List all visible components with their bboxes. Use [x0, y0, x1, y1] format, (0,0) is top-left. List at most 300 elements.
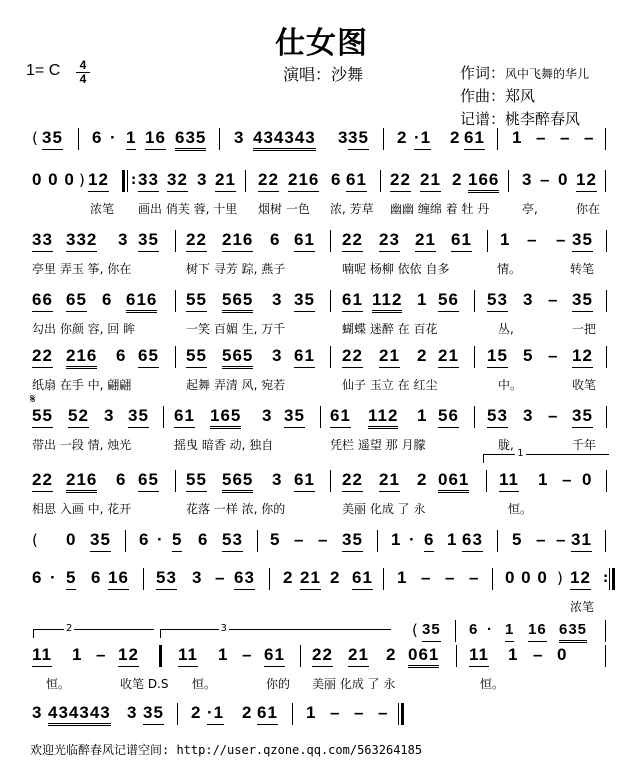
note-group: 3 [118, 230, 129, 249]
lyric-text: 你的 [266, 677, 291, 691]
note-group: 1 [447, 530, 458, 549]
note-group: 12 [572, 346, 593, 368]
note-group: 6 [424, 530, 434, 552]
score-row [0, 230, 643, 276]
note-group: 65 [66, 290, 87, 312]
note-group: 63 [462, 530, 483, 552]
bar-line [380, 170, 381, 192]
note-group: 12 [576, 170, 597, 192]
note-group: 33 [138, 170, 159, 192]
lyric-text: 花落 一样 浓, 你的 [186, 502, 286, 516]
bar-line [383, 128, 384, 150]
transcriber: 记谱：桃李醉春风 [460, 110, 581, 128]
lyricist-label: 作词： [460, 64, 506, 82]
note-group: · [110, 128, 117, 147]
note-group: – [556, 230, 567, 249]
note-group: 35 [138, 230, 159, 252]
note-group: 1 [508, 645, 519, 664]
score-row [0, 170, 643, 216]
lyric-text: 勾出 你颜 容, 回 眸 [32, 322, 136, 336]
note-group: 0 0 0 [32, 170, 75, 189]
volta-bracket: 2 [33, 629, 154, 638]
bar-line [606, 290, 607, 312]
bar-line [257, 530, 258, 552]
note-group: 61 [352, 568, 373, 590]
bar-line [330, 290, 331, 312]
note-group: 61 [257, 703, 278, 725]
note-group: 35 [284, 406, 305, 428]
lyric-text: 仙子 玉立 在 红尘 [342, 378, 438, 392]
song-title: 仕女图 [275, 26, 368, 61]
note-group: 22 [342, 470, 363, 492]
lyric-text: 喃呢 杨柳 依依 自多 [342, 262, 450, 276]
note-group: 3 [522, 170, 533, 189]
bar-line [497, 128, 498, 150]
note-group: 1 [417, 406, 428, 425]
note-group: 22 [342, 230, 363, 252]
bar-line [383, 568, 384, 590]
note-group: 11 [178, 645, 198, 667]
note-group: 6 [331, 170, 342, 189]
note-group: – [548, 406, 559, 425]
note-group: 12 [88, 170, 109, 192]
note-group: 216 [288, 170, 319, 192]
note-group: 35 [128, 406, 149, 428]
bar-line [605, 128, 606, 150]
note-group: – [215, 568, 226, 587]
note-group: 21 [300, 568, 321, 590]
time-signature-top: 4 [79, 58, 87, 72]
note-group: 65 [138, 470, 159, 492]
bar-line [175, 470, 176, 492]
note-group: – [584, 128, 595, 147]
bar-line [455, 620, 456, 642]
bar-line [377, 530, 378, 552]
bar-line [497, 530, 498, 552]
note-group: 11 [32, 645, 52, 667]
note-group: 5 [66, 568, 76, 590]
score-row [0, 703, 643, 729]
note-group: 61 [451, 230, 472, 252]
bar-line [177, 703, 178, 725]
note-group: 61 [464, 128, 485, 150]
note-group: 2 [242, 703, 253, 722]
note-group: 21 [379, 346, 400, 368]
note-group: 3 [523, 290, 534, 309]
note-group: 3 [272, 290, 283, 309]
parenthesis: ) [557, 569, 563, 587]
lyric-text: 收笔 D.S [120, 677, 169, 691]
note-group: 22 [390, 170, 411, 192]
lyric-text: 浓笔 [570, 600, 595, 614]
score-row [0, 448, 643, 516]
note-group: 3 [338, 128, 349, 147]
note-group: 55 [186, 290, 207, 312]
note-group: ·1 [414, 128, 431, 150]
note-group: 3 [272, 470, 283, 489]
lyric-text: 凭栏 遥望 那 月朦 [330, 438, 426, 452]
note-group: 565 [222, 470, 253, 493]
note-group: 35 [294, 290, 315, 312]
parenthesis: ( [32, 531, 38, 549]
note-group: 0 [66, 530, 77, 549]
note-group: 1 [126, 128, 136, 150]
note-group: 56 [438, 290, 459, 312]
bar-line [605, 620, 606, 642]
note-group: 12 [118, 645, 139, 667]
note-group: – [96, 645, 107, 664]
lyric-text: 烟树 一色 [258, 202, 310, 216]
note-group: 3 [104, 406, 115, 425]
note-group: 21 [379, 470, 400, 492]
note-group: · [50, 568, 57, 587]
note-group: 0 [557, 645, 568, 664]
note-group: 12 [570, 568, 591, 590]
note-group: 635 [559, 620, 587, 643]
note-group: – [354, 703, 365, 722]
note-group: 3 [32, 703, 43, 722]
note-group: 35 [422, 620, 441, 642]
note-group: 55 [32, 406, 53, 428]
note-group: – [533, 645, 544, 664]
note-group: 061 [438, 470, 469, 493]
note-group: 35 [90, 530, 111, 552]
note-group: 31 [571, 530, 592, 552]
note-group: 6 [139, 530, 150, 549]
note-group: 616 [126, 290, 157, 313]
bar-line [474, 346, 475, 368]
note-group: 061 [408, 645, 439, 668]
note-group: 35 [572, 290, 593, 312]
note-group: 5 [172, 530, 182, 552]
note-group: 35 [572, 406, 593, 428]
note-group: 63 [234, 568, 255, 590]
parenthesis: ) [79, 171, 85, 189]
note-group: 6 [469, 621, 479, 638]
note-group: – [560, 128, 571, 147]
note-group: 52 [68, 406, 89, 428]
note-group: – [242, 645, 253, 664]
segno-icon: 𝄋 [30, 392, 36, 407]
note-group: 21 [348, 645, 369, 667]
bar-line [508, 170, 509, 192]
note-group: · [487, 621, 493, 638]
bar-line [605, 170, 606, 192]
lyric-text: 你在 [576, 202, 601, 216]
note-group: 5 [270, 530, 281, 549]
note-group: 216 [66, 346, 97, 369]
note-group: 2 [417, 346, 428, 365]
note-group: 21 [438, 346, 459, 368]
note-group: – [536, 530, 547, 549]
score-row [0, 128, 643, 154]
note-group: 61 [294, 346, 315, 368]
repeat-end-sign: : [603, 568, 617, 590]
note-group: 22 [342, 346, 363, 368]
lyric-text: 纸扇 在手 中, 翩翩 [32, 378, 132, 392]
note-group: 1 [512, 128, 523, 147]
note-group: 2 [386, 645, 397, 664]
note-group: 65 [138, 346, 159, 368]
score-row [0, 620, 643, 646]
note-group: 61 [294, 470, 315, 492]
note-group: – [421, 568, 432, 587]
lyric-text: 幽幽 缠绵 着 牡 丹 [390, 202, 490, 216]
time-signature [76, 60, 90, 85]
bar-line [606, 230, 607, 252]
note-group: 1 [538, 470, 549, 489]
note-group: 2 [417, 470, 428, 489]
note-group: 3 [127, 703, 138, 722]
note-group: 53 [487, 406, 508, 428]
bar-line [330, 470, 331, 492]
bar-line [175, 230, 176, 252]
bar-line [219, 128, 220, 150]
lyric-text: 转笔 [570, 262, 595, 276]
lyric-text: 恒。 [46, 677, 71, 691]
bar-line [175, 290, 176, 312]
note-group: 2 [452, 170, 463, 189]
note-group: 16 [528, 620, 547, 642]
note-group: 1 [306, 703, 317, 722]
lyric-text: 千年 [572, 438, 597, 452]
note-group: 16 [108, 568, 129, 590]
bar-line [245, 170, 246, 192]
note-group: 55 [186, 470, 207, 492]
note-group: 6 [116, 346, 127, 365]
note-group: 22 [186, 230, 207, 252]
note-group: 5 [512, 530, 523, 549]
note-group: 3 [272, 346, 283, 365]
note-group: – [318, 530, 329, 549]
lyric-text: 胧, [498, 438, 514, 452]
note-group: 61 [346, 170, 367, 192]
bar-line [606, 470, 607, 492]
bar-line [486, 470, 487, 492]
lyric-text: 浓, 芳草 [330, 202, 374, 216]
repeat-start-sign: : [122, 170, 136, 192]
note-group: 61 [264, 645, 285, 667]
note-group: 35 [143, 703, 164, 725]
lyric-text: 相思 入画 中, 花开 [32, 502, 132, 516]
note-group: 22 [312, 645, 333, 667]
note-group: – [294, 530, 305, 549]
lyric-text: 中。 [498, 378, 523, 392]
note-group: 11 [499, 470, 519, 492]
note-group: – [540, 170, 551, 189]
note-group: 22 [32, 346, 53, 368]
note-group: 21 [420, 170, 441, 192]
note-group: 32 [167, 170, 188, 192]
note-group: 1 [417, 290, 428, 309]
note-group: 216 [222, 230, 253, 252]
bar-line [163, 406, 164, 428]
bar-line [125, 530, 126, 552]
note-group: 23 [379, 230, 400, 252]
note-group: 16 [145, 128, 166, 150]
note-group: 165 [210, 406, 241, 429]
note-group: – [556, 530, 567, 549]
lyric-text: 浓笔 [90, 202, 115, 216]
note-group: 66 [32, 290, 53, 312]
bar-line [330, 230, 331, 252]
note-group: 21 [415, 230, 436, 252]
bar-line [292, 703, 293, 725]
note-group: 1 [505, 620, 514, 642]
note-group: 166 [468, 170, 499, 193]
note-group: 22 [32, 470, 53, 492]
note-group: 6 [102, 290, 113, 309]
note-group: 21 [215, 170, 236, 192]
lyricist [460, 62, 589, 83]
lyric-text: 亭里 弄玉 筝, 你在 [32, 262, 132, 276]
singer: 演唱：沙舞 [283, 65, 364, 84]
note-group: 434343 [253, 128, 316, 151]
lyric-text: 恒。 [508, 502, 533, 516]
score-row [0, 568, 643, 614]
note-group: 3 [197, 170, 208, 189]
note-group: 1 [397, 568, 408, 587]
note-group: 6 [198, 530, 209, 549]
note-group: 565 [222, 290, 253, 313]
lyric-text: 亭, [522, 202, 538, 216]
bar-line [320, 406, 321, 428]
note-group: 3 [523, 406, 534, 425]
note-group: ·1 [207, 703, 224, 725]
note-group: – [469, 568, 480, 587]
note-group: – [445, 568, 456, 587]
note-group: 216 [66, 470, 97, 493]
note-group: 35 [42, 128, 63, 150]
score-row [0, 392, 643, 452]
note-group: 332 [66, 230, 97, 252]
composer: 作曲：郑风 [460, 87, 536, 105]
note-group: 35 [342, 530, 363, 552]
note-group: 0 [558, 170, 569, 189]
note-group: 53 [487, 290, 508, 312]
note-group: · [157, 530, 164, 549]
note-group: 6 [32, 568, 43, 587]
score-row [0, 530, 643, 556]
lyric-text: 蝴蝶 迷醉 在 百花 [342, 322, 438, 336]
lyric-text: 恒。 [192, 677, 217, 691]
bar-line [606, 406, 607, 428]
note-group: – [536, 128, 547, 147]
lyric-text: 一笑 百媚 生, 万千 [186, 322, 286, 336]
note-group: 53 [156, 568, 177, 590]
parenthesis: ( [412, 621, 418, 639]
note-group: 565 [222, 346, 253, 369]
note-group: 1 [391, 530, 402, 549]
note-group: 33 [32, 230, 53, 252]
bar-line [175, 346, 176, 368]
note-group: 112 [372, 290, 402, 313]
note-group: 15 [487, 346, 508, 368]
note-group: 2 [330, 568, 341, 587]
bar-line [300, 645, 301, 667]
bar-line [78, 128, 79, 150]
lyric-text: 树下 寻芳 踪, 燕子 [186, 262, 286, 276]
note-group: 1 [72, 645, 83, 664]
note-group: – [548, 290, 559, 309]
note-group: 3 [234, 128, 245, 147]
bar-line [487, 230, 488, 252]
note-group: – [330, 703, 341, 722]
time-signature-bottom: 4 [79, 72, 87, 86]
note-group: 1 [500, 230, 511, 249]
note-group: 55 [186, 346, 207, 368]
note-group: 6 [116, 470, 127, 489]
lyric-text: 画出 俏芙 蓉, 十里 [138, 202, 238, 216]
lyric-text: 丛, [498, 322, 514, 336]
note-group: 35 [348, 128, 369, 150]
note-group: 2 [397, 128, 408, 147]
bar-line [143, 568, 144, 590]
note-group: 61 [342, 290, 363, 312]
note-group: 6 [91, 568, 102, 587]
bar-line [456, 645, 457, 667]
score-row [0, 346, 643, 392]
note-group: 2 [191, 703, 202, 722]
note-group: 5 [523, 346, 534, 365]
note-group: 11 [469, 645, 489, 667]
note-group: 3 [192, 568, 203, 587]
lyric-text: 带出 一段 情, 烛光 [32, 438, 132, 452]
bar-line [606, 346, 607, 368]
note-group: 35 [572, 230, 593, 252]
bar-line [492, 568, 493, 590]
lyric-text: 起舞 弄清 风, 宛若 [186, 378, 286, 392]
lyric-text: 收笔 [572, 378, 597, 392]
key-signature: 1= C [26, 62, 61, 79]
lyric-text: 一把 [572, 322, 597, 336]
note-group: 56 [438, 406, 459, 428]
note-group: – [378, 703, 389, 722]
note-group: 2 [283, 568, 294, 587]
parenthesis: ( [32, 129, 38, 147]
note-group: 635 [175, 128, 206, 151]
note-group: – [562, 470, 573, 489]
note-group: 0 [582, 470, 593, 489]
bar-line [269, 568, 270, 590]
lyric-text: 美丽 化成 了 永 [342, 502, 426, 516]
thick-bar-line [159, 645, 162, 667]
bar-line [474, 406, 475, 428]
note-group: 1 [218, 645, 229, 664]
note-group: 6 [270, 230, 281, 249]
volta-bracket: 3 [160, 629, 391, 638]
note-group: 22 [258, 170, 279, 192]
note-group: · [409, 530, 416, 549]
volta-bracket: 1 [483, 454, 609, 463]
note-group: 61 [174, 406, 195, 428]
note-group: 6 [92, 128, 103, 147]
note-group: – [548, 346, 559, 365]
footer-link-text: 欢迎光临醉春风记谱空间: http://user.qzone.qq.com/563264185 [30, 743, 423, 757]
note-group: 112 [368, 406, 398, 429]
note-group: 3 [262, 406, 273, 425]
note-group: 434343 [48, 703, 111, 726]
lyric-text: 摇曳 暗香 动, 独自 [174, 438, 274, 452]
lyricist-name: 风中飞舞的华儿 [505, 67, 590, 81]
note-group: – [527, 230, 538, 249]
note-group: 53 [222, 530, 243, 552]
note-group: 0 0 0 [505, 568, 548, 587]
note-group: 61 [294, 230, 315, 252]
note-group: 61 [330, 406, 351, 428]
bar-line [330, 346, 331, 368]
lyric-text: 恒。 [480, 677, 505, 691]
